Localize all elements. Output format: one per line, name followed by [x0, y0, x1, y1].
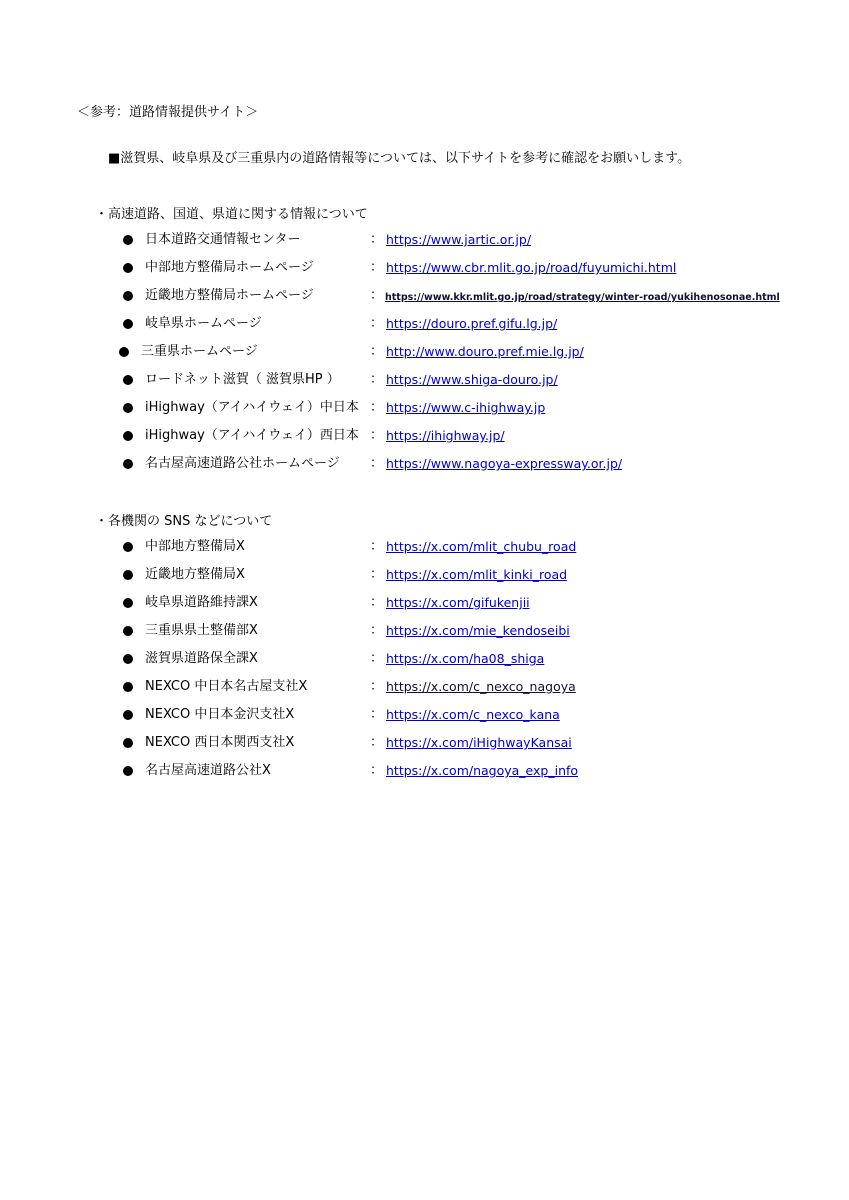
- list-item: [0, 399, 849, 419]
- list-item: [0, 259, 849, 279]
- section-title-road-info: ・高速道路、国道、県道に関する情報について: [95, 207, 368, 222]
- site-label: 近畿地方整備局ホームページ: [145, 288, 314, 303]
- site-label: iHighway（アイハイウェイ）中日本: [145, 400, 359, 415]
- site-label: 名古屋高速道路公社ホームページ: [145, 456, 340, 471]
- sns-link[interactable]: https://x.com/nagoya_exp_info: [386, 763, 579, 778]
- bullet-icon: [119, 347, 129, 357]
- list-item: [0, 455, 849, 475]
- bullet-icon: [123, 654, 133, 664]
- site-label: 岐阜県ホームページ: [145, 316, 262, 331]
- site-link[interactable]: https://www.c-ihighway.jp: [386, 400, 546, 415]
- sns-link[interactable]: https://x.com/ha08_shiga: [386, 651, 545, 666]
- bullet-icon: [123, 682, 133, 692]
- bullet-icon: [123, 542, 133, 552]
- list-item: [0, 622, 849, 642]
- bullet-icon: [123, 263, 133, 273]
- list-item: [0, 287, 849, 307]
- list-item: [0, 566, 849, 586]
- separator-colon: ：: [370, 567, 384, 582]
- list-item: [0, 427, 849, 447]
- bullet-icon: [123, 319, 133, 329]
- sns-label: 岐阜県道路維持課X: [145, 595, 258, 610]
- separator-colon: ：: [370, 651, 384, 666]
- separator-colon: ：: [370, 400, 384, 415]
- sns-link[interactable]: https://x.com/c_nexco_kana: [386, 707, 560, 722]
- separator-colon: ：: [370, 679, 384, 694]
- separator-colon: ：: [370, 735, 384, 750]
- list-item: [0, 706, 849, 726]
- sns-label: NEXCO 中日本名古屋支社X: [145, 679, 308, 694]
- section-title-sns: ・各機関の SNS などについて: [95, 514, 273, 529]
- separator-colon: ：: [370, 288, 384, 303]
- bullet-icon: [123, 710, 133, 720]
- list-item: [0, 678, 849, 698]
- page-heading: ＜参考：道路情報提供サイト＞: [77, 105, 259, 120]
- sns-link[interactable]: https://x.com/mie_kendoseibi: [386, 623, 570, 638]
- sns-label: 滋賀県道路保全課X: [145, 651, 258, 666]
- sns-label: NEXCO 中日本金沢支社X: [145, 707, 295, 722]
- site-link[interactable]: https://www.nagoya-expressway.or.jp/: [386, 456, 623, 471]
- bullet-icon: [123, 459, 133, 469]
- sns-label: NEXCO 西日本関西支社X: [145, 735, 295, 750]
- bullet-icon: [123, 403, 133, 413]
- list-item: [0, 371, 849, 391]
- sns-label: 三重県県土整備部X: [145, 623, 258, 638]
- list-item: [0, 762, 849, 782]
- separator-colon: ：: [370, 344, 384, 359]
- sns-link[interactable]: https://x.com/c_nexco_nagoya: [386, 679, 576, 694]
- separator-colon: ：: [370, 456, 384, 471]
- separator-colon: ：: [370, 372, 384, 387]
- separator-colon: ：: [370, 623, 384, 638]
- bullet-icon: [123, 291, 133, 301]
- list-item: [0, 343, 849, 363]
- sns-link[interactable]: https://x.com/mlit_chubu_road: [386, 539, 577, 554]
- sns-link[interactable]: https://x.com/gifukenjii: [386, 595, 530, 610]
- list-item: [0, 231, 849, 251]
- separator-colon: ：: [370, 232, 384, 247]
- list-item: [0, 538, 849, 558]
- separator-colon: ：: [370, 539, 384, 554]
- site-link[interactable]: https://www.shiga-douro.jp/: [386, 372, 558, 387]
- sns-label: 近畿地方整備局X: [145, 567, 245, 582]
- bullet-icon: [123, 375, 133, 385]
- bullet-icon: [123, 766, 133, 776]
- site-link[interactable]: https://www.jartic.or.jp/: [386, 232, 532, 247]
- separator-colon: ：: [370, 763, 384, 778]
- site-link[interactable]: https://www.kkr.mlit.go.jp/road/strategy/winter-road/yukihenosonae.html: [385, 292, 780, 303]
- site-label: 三重県ホームページ: [141, 344, 258, 359]
- site-label: 日本道路交通情報センター: [145, 232, 301, 247]
- sns-label: 名古屋高速道路公社X: [145, 763, 271, 778]
- site-label: ロードネット滋賀（ 滋賀県HP ）: [145, 372, 340, 387]
- separator-colon: ：: [370, 595, 384, 610]
- list-item: [0, 594, 849, 614]
- site-link[interactable]: https://www.cbr.mlit.go.jp/road/fuyumichi.html: [386, 260, 677, 275]
- site-label: iHighway（アイハイウェイ）西日本: [145, 428, 359, 443]
- list-item: [0, 315, 849, 335]
- sns-link[interactable]: https://x.com/mlit_kinki_road: [386, 567, 568, 582]
- separator-colon: ：: [370, 428, 384, 443]
- bullet-icon: [123, 235, 133, 245]
- bullet-icon: [123, 598, 133, 608]
- bullet-icon: [123, 431, 133, 441]
- separator-colon: ：: [370, 707, 384, 722]
- site-link[interactable]: http://www.douro.pref.mie.lg.jp/: [386, 344, 584, 359]
- site-link[interactable]: https://ihighway.jp/: [386, 428, 505, 443]
- site-label: 中部地方整備局ホームページ: [145, 260, 314, 275]
- sns-link[interactable]: https://x.com/iHighwayKansai: [386, 735, 572, 750]
- list-item: [0, 734, 849, 754]
- bullet-icon: [123, 570, 133, 580]
- sns-label: 中部地方整備局X: [145, 539, 245, 554]
- intro-text: ■滋賀県、岐阜県及び三重県内の道路情報等については、以下サイトを参考に確認をお願いします。: [108, 151, 691, 166]
- separator-colon: ：: [370, 316, 384, 331]
- separator-colon: ：: [370, 260, 384, 275]
- site-link[interactable]: https://douro.pref.gifu.lg.jp/: [386, 316, 558, 331]
- list-item: [0, 650, 849, 670]
- bullet-icon: [123, 626, 133, 636]
- bullet-icon: [123, 738, 133, 748]
